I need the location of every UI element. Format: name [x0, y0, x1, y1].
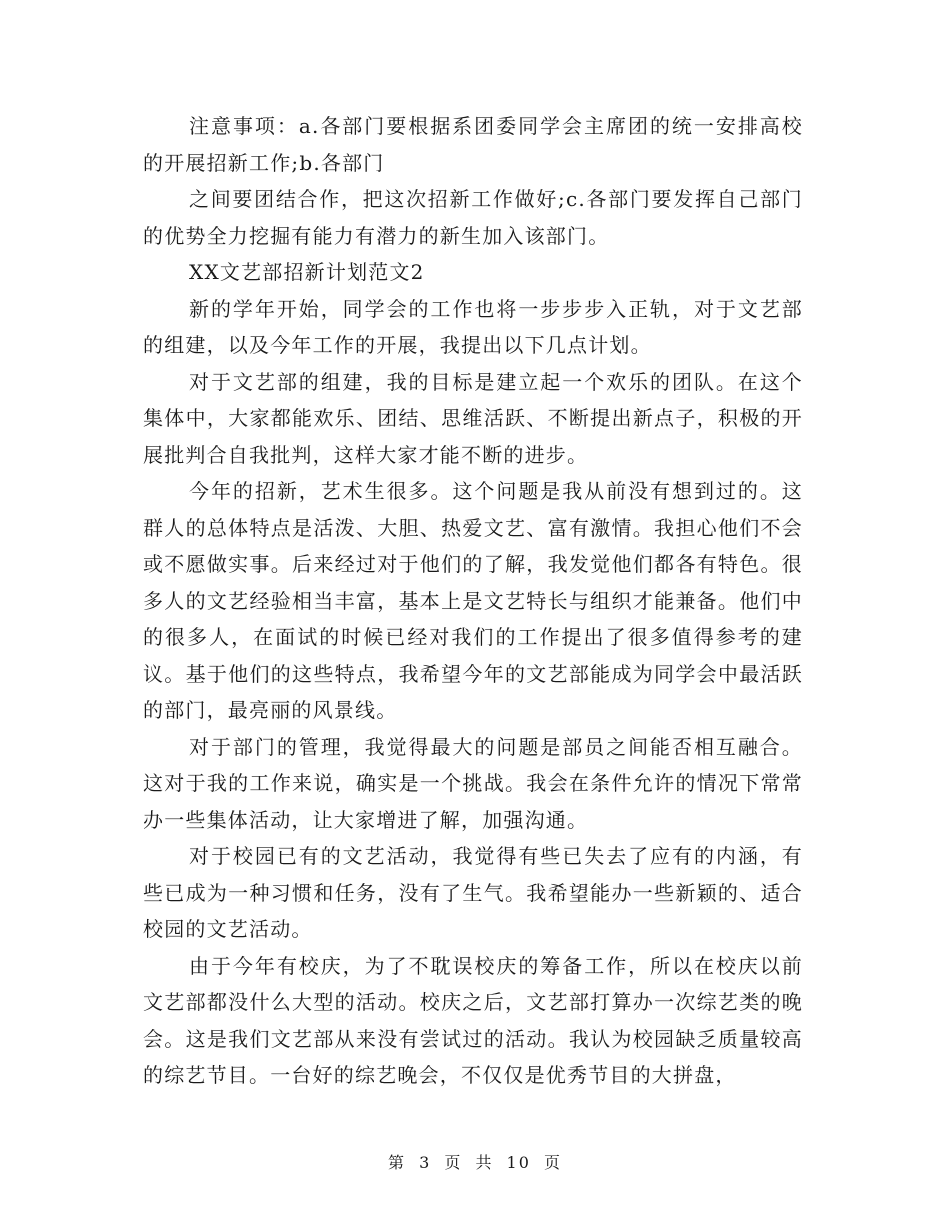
paragraph-intro: 新的学年开始，同学会的工作也将一步步步入正轨，对于文艺部的组建，以及今年工作的开展，我提出以下几点计划。: [143, 296, 803, 357]
paragraph-team-goal: 对于文艺部的组建，我的目标是建立起一个欢乐的团队。在这个集体中，大家都能欢乐、团结、思维活跃、不断提出新点子，积极的开展批判合自我批判，这样大家才能不断的进步。: [143, 369, 803, 467]
paragraph-recruitment: 今年的招新，艺术生很多。这个问题是我从前没有想到过的。这群人的总体特点是活泼、大胆、热爱文艺、富有激情。我担心他们不会或不愿做实事。后来经过对于他们的了解，我发觉他们都各有特色。很多人的文艺经验相当丰富，基本上是文艺特长与组织才能兼备。他们中的很多人，在面试的时候已经对我们的工作提出了很多值得参考的建议。基于他们的这些特点，我希望今年的文艺部能成为同学会中最活跃的部门，最亮丽的风景线。: [143, 479, 803, 722]
paragraph-notes: 注意事项：a.各部门要根据系团委同学会主席团的统一安排高校的开展招新工作;b.各部门: [143, 114, 803, 175]
section-heading: XX文艺部招新计划范文2: [189, 260, 425, 284]
paragraph-anniversary: 由于今年有校庆，为了不耽误校庆的筹备工作，所以在校庆以前文艺部都没什么大型的活动。校庆之后，文艺部打算办一次综艺类的晚会。这是我们文艺部从来没有尝试过的活动。我认为校园缺乏质量较高的综艺节目。一台好的综艺晚会，不仅仅是优秀节目的大拼盘，: [143, 953, 803, 1087]
paragraph-management: 对于部门的管理，我觉得最大的问题是部员之间能否相互融合。这对于我的工作来说，确实是一个挑战。我会在条件允许的情况下常常办一些集体活动，让大家增进了解，加强沟通。: [143, 734, 803, 832]
page-number-footer: 第 3 页 共 10 页: [388, 1153, 562, 1172]
paragraph-notes-continued: 之间要团结合作，把这次招新工作做好;c.各部门要发挥自己部门的优势全力挖掘有能力有潜力的新生加入该部门。: [143, 187, 803, 248]
paragraph-activities: 对于校园已有的文艺活动，我觉得有些已失去了应有的内涵，有些已成为一种习惯和任务，没有了生气。我希望能办一些新颖的、适合校园的文艺活动。: [143, 844, 803, 941]
document-body: [143, 108, 803, 1094]
